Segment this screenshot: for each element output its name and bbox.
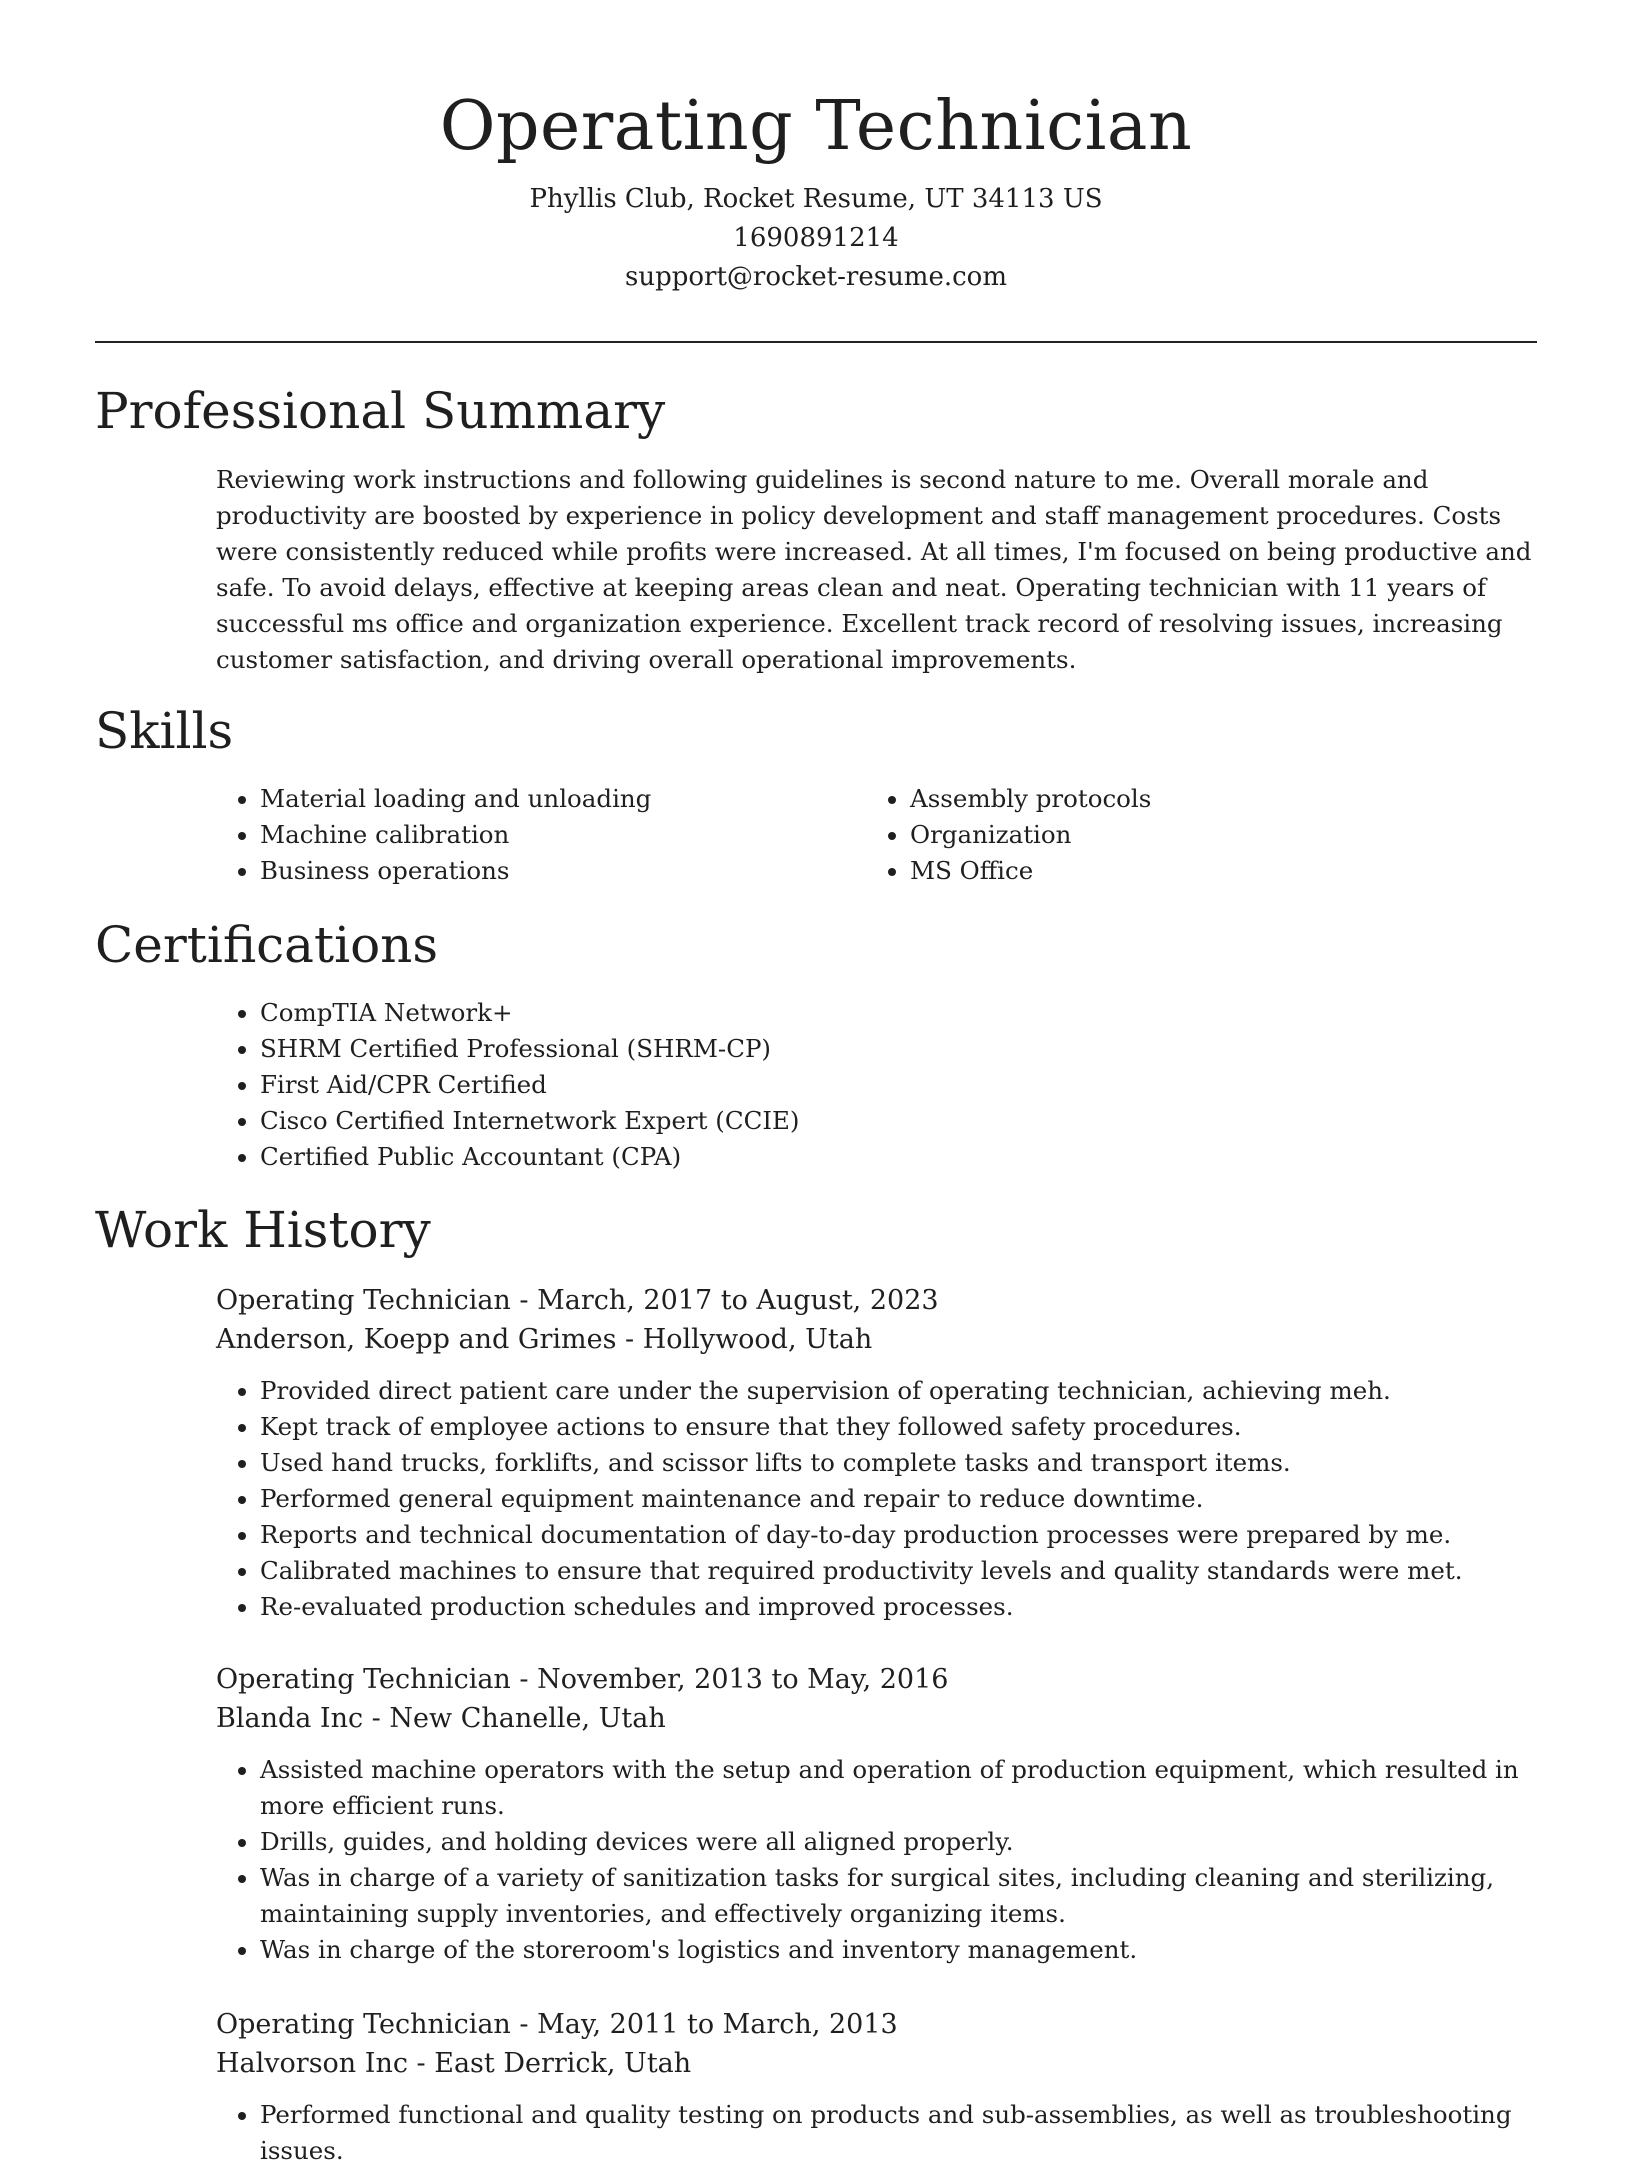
job-duty: • Calibrated machines to ensure that required productivity levels and quality standards were met. bbox=[260, 1553, 1546, 1589]
job-duty: • Assisted machine operators with the setup and operation of production equipment, which resulted in more efficient runs. bbox=[260, 1752, 1546, 1824]
job-duty: • Was in charge of the storeroom's logistics and inventory management. bbox=[260, 1932, 1546, 1968]
certification-item: • CompTIA Network+ bbox=[260, 995, 1536, 1031]
job-company-line: Halvorson Inc - East Derrick, Utah bbox=[216, 2048, 692, 2079]
work-history-heading: Work History bbox=[95, 1201, 431, 1259]
certification-item: • Cisco Certified Internetwork Expert (CCIE) bbox=[260, 1103, 1536, 1139]
contact-block bbox=[0, 180, 1632, 297]
job-company-line: Blanda Inc - New Chanelle, Utah bbox=[216, 1703, 666, 1734]
job-company-line: Anderson, Koepp and Grimes - Hollywood, Utah bbox=[216, 1324, 873, 1355]
job-title-line: Operating Technician - May, 2011 to March, 2013 bbox=[216, 2009, 898, 2040]
job-entry bbox=[216, 1281, 1546, 1625]
skill-item: • MS Office bbox=[910, 853, 1516, 889]
job-duty: • Re-evaluated production schedules and improved processes. bbox=[260, 1589, 1546, 1625]
candidate-name: Operating Technician bbox=[439, 87, 1193, 166]
summary-heading: Professional Summary bbox=[95, 382, 666, 440]
resume-header bbox=[0, 0, 1632, 297]
skill-item: • Organization bbox=[910, 817, 1516, 853]
certifications-heading: Certifications bbox=[95, 916, 439, 974]
job-duties bbox=[216, 2097, 1546, 2169]
job-title-line: Operating Technician - March, 2017 to August, 2023 bbox=[216, 1285, 939, 1316]
certifications-list bbox=[216, 995, 1536, 1175]
phone-number: 1690891214 bbox=[733, 223, 899, 253]
job-duties bbox=[216, 1373, 1546, 1625]
skills-heading: Skills bbox=[95, 702, 234, 760]
skill-item: • Business operations bbox=[260, 853, 866, 889]
job-duty: • Was in charge of a variety of sanitization tasks for surgical sites, including cleaning and sterilizing, maintaining supply inventories, and effectively organizing items. bbox=[260, 1860, 1546, 1932]
email-address: support@rocket-resume.com bbox=[624, 262, 1007, 292]
skills-list bbox=[216, 781, 1546, 889]
skill-item: • Machine calibration bbox=[260, 817, 866, 853]
job-duty: • Reports and technical documentation of day-to-day production processes were prepared by me. bbox=[260, 1517, 1546, 1553]
job-duty: • Used hand trucks, forklifts, and scissor lifts to complete tasks and transport items. bbox=[260, 1445, 1546, 1481]
job-entry bbox=[216, 2005, 1546, 2169]
job-duty: • Performed functional and quality testing on products and sub-assemblies, as well as troubleshooting issues. bbox=[260, 2097, 1546, 2169]
address: Phyllis Club, Rocket Resume, UT 34113 US bbox=[529, 184, 1103, 214]
skills-column-left bbox=[216, 781, 866, 889]
summary-text: Reviewing work instructions and following guidelines is second nature to me. Overall morale and productivity are boosted by experience in policy development and staff management procedures. Costs were consistently reduced while profits were increased. At all times, I'm focused on being productive and safe. To avoid delays, effective at keeping areas clean and neat. Operating technician with 11 years of successful ms office and organization experience. Excellent track record of resolving issues, increasing customer satisfaction, and driving overall operational improvements. bbox=[216, 465, 1532, 674]
job-entry bbox=[216, 1660, 1546, 1968]
job-duty: • Kept track of employee actions to ensure that they followed safety procedures. bbox=[260, 1409, 1546, 1445]
skill-item: • Material loading and unloading bbox=[260, 781, 866, 817]
certification-item: • First Aid/CPR Certified bbox=[260, 1067, 1536, 1103]
job-title-line: Operating Technician - November, 2013 to May, 2016 bbox=[216, 1664, 949, 1695]
certification-item: • Certified Public Accountant (CPA) bbox=[260, 1139, 1536, 1175]
skill-item: • Assembly protocols bbox=[910, 781, 1516, 817]
job-duties bbox=[216, 1752, 1546, 1968]
skills-column-right bbox=[866, 781, 1516, 889]
header-divider bbox=[95, 341, 1537, 343]
job-duty: • Provided direct patient care under the supervision of operating technician, achieving meh. bbox=[260, 1373, 1546, 1409]
certification-item: • SHRM Certified Professional (SHRM-CP) bbox=[260, 1031, 1536, 1067]
job-duty: • Drills, guides, and holding devices were all aligned properly. bbox=[260, 1824, 1546, 1860]
job-duty: • Performed general equipment maintenance and repair to reduce downtime. bbox=[260, 1481, 1546, 1517]
